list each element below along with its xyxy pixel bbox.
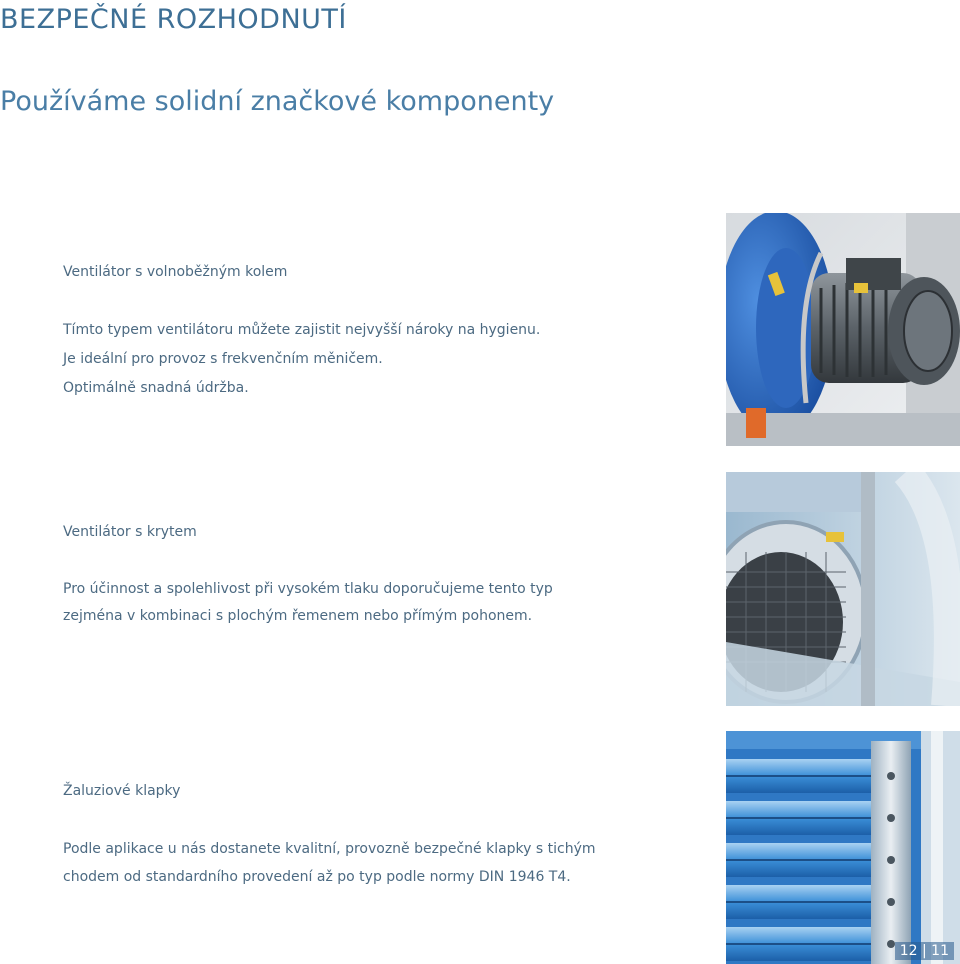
section-text-line: Tímto typem ventilátoru můžete zajistit nejvyšší nároky na hygienu.	[63, 322, 541, 338]
section-heading: Ventilátor s volnoběžným kolem	[63, 264, 288, 280]
section-housed-fan	[63, 524, 703, 630]
section-text-line: Pro účinnost a spolehlivost při vysokém tlaku doporučujeme tento typ	[63, 581, 553, 597]
section-text-line: chodem od standardního provedení až po typ podle normy DIN 1946 T4.	[63, 869, 571, 885]
section-text-line: Podle aplikace u nás dostanete kvalitní, provozně bezpečné klapky s tichým	[63, 841, 596, 857]
page-title: BEZPEČNÉ ROZHODNUTÍ	[0, 4, 347, 35]
section-free-wheel-fan	[63, 264, 703, 403]
section-text-line: Je ideální pro provoz s frekvenčním měničem.	[63, 351, 383, 367]
section-text-line: Optimálně snadná údržba.	[63, 380, 249, 396]
section-heading: Žaluziové klapky	[63, 783, 181, 799]
fan-motor-photo	[726, 213, 960, 446]
section-heading: Ventilátor s krytem	[63, 524, 197, 540]
section-text-line: zejména v kombinaci s plochým řemenem nebo přímým pohonem.	[63, 608, 533, 624]
housed-fan-photo	[726, 472, 960, 706]
section-louver-dampers	[63, 783, 703, 891]
page-number: 12 | 11	[895, 942, 954, 960]
page-subtitle: Používáme solidní značkové komponenty	[0, 86, 555, 117]
louver-damper-photo	[726, 731, 960, 964]
